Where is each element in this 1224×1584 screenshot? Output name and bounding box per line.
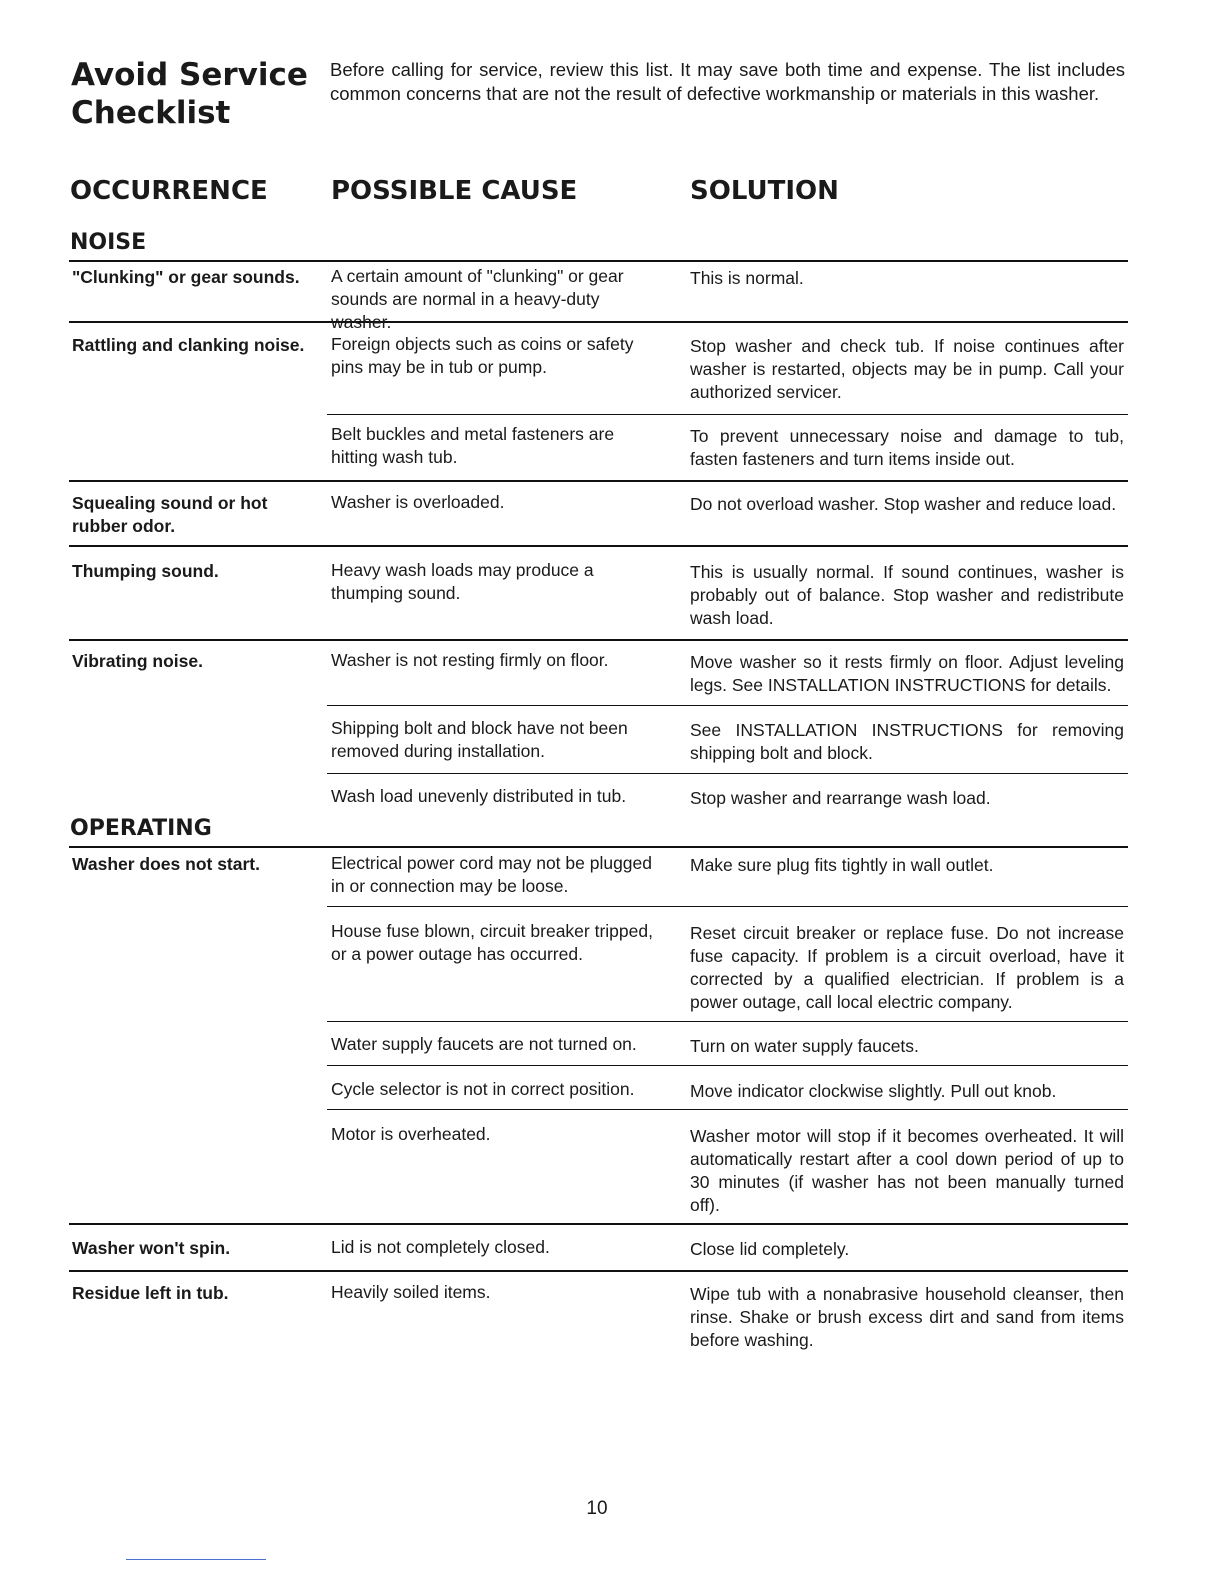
solution-cell: Wipe tub with a nonabrasive household cleanser, then rinse. Shake or brush excess dirt and sand from items before washing. <box>690 1284 1124 1350</box>
solution-cell: Move indicator clockwise slightly. Pull out knob. <box>690 1081 1057 1101</box>
footer-rule <box>126 1559 266 1560</box>
divider <box>327 414 1128 415</box>
cause-cell: A certain amount of "clunking" or gear sounds are normal in a heavy-duty washer. <box>331 266 624 332</box>
cause-cell: Washer is overloaded. <box>331 492 505 512</box>
divider <box>327 705 1128 706</box>
divider <box>69 846 1128 848</box>
solution-cell: Move washer so it rests firmly on floor. Adjust leveling legs. See INSTALLATION INSTRUCTIONS for details. <box>690 652 1124 695</box>
cause-cell: Heavily soiled items. <box>331 1282 491 1302</box>
cause-cell: Foreign objects such as coins or safety pins may be in tub or pump. <box>331 334 634 377</box>
section-heading-noise: NOISE <box>70 230 147 255</box>
occurrence-cell: Squealing sound or hot rubber odor. <box>72 493 268 536</box>
occurrence-cell: Washer won't spin. <box>72 1238 231 1258</box>
divider <box>327 1065 1128 1066</box>
cause-cell: Lid is not completely closed. <box>331 1237 550 1257</box>
cause-cell: Heavy wash loads may produce a thumping sound. <box>331 560 594 603</box>
cause-cell: Belt buckles and metal fasteners are hitting wash tub. <box>331 424 615 467</box>
solution-cell: This is normal. <box>690 268 804 288</box>
occurrence-cell: Vibrating noise. <box>72 651 203 671</box>
divider <box>327 1109 1128 1110</box>
divider <box>69 1223 1128 1225</box>
solution-cell: Stop washer and check tub. If noise continues after washer is restarted, objects may be in pump. Call your authorized servicer. <box>690 336 1124 402</box>
cause-cell: Washer is not resting firmly on floor. <box>331 650 609 670</box>
cause-cell: Electrical power cord may not be plugged in or connection may be loose. <box>331 853 653 896</box>
solution-cell: See INSTALLATION INSTRUCTIONS for removing shipping bolt and block. <box>690 720 1124 763</box>
solution-cell: Reset circuit breaker or replace fuse. Do not increase fuse capacity. If problem is a circuit overload, have it corrected by a qualified electrician. If problem is a power outage, call local electric company. <box>690 923 1124 1012</box>
divider <box>69 480 1128 482</box>
occurrence-cell: "Clunking" or gear sounds. <box>72 267 300 287</box>
solution-cell: Washer motor will stop if it becomes overheated. It will automatically restart after a cool down period of up to 30 minutes (if washer has not been manually turned off). <box>690 1126 1124 1215</box>
divider <box>327 1021 1128 1022</box>
solution-cell: To prevent unnecessary noise and damage to tub, fasten fasteners and turn items inside out. <box>690 426 1124 469</box>
column-header-solution: SOLUTION <box>690 176 839 206</box>
page-number: 10 <box>586 1498 608 1519</box>
page-title: Avoid Service Checklist <box>71 57 308 131</box>
divider <box>327 906 1128 907</box>
intro-paragraph: Before calling for service, review this list. It may save both time and expense. The list includes common concerns that are not the result of defective workmanship or materials in this washer. <box>330 59 1125 104</box>
solution-cell: Turn on water supply faucets. <box>690 1036 919 1056</box>
divider <box>327 773 1128 774</box>
divider <box>69 1270 1128 1272</box>
section-heading-operating: OPERATING <box>70 816 212 841</box>
cause-cell: House fuse blown, circuit breaker tripped, or a power outage has occurred. <box>331 921 653 964</box>
solution-cell: Make sure plug fits tightly in wall outlet. <box>690 855 994 875</box>
divider <box>69 639 1128 641</box>
solution-cell: Stop washer and rearrange wash load. <box>690 788 991 808</box>
cause-cell: Cycle selector is not in correct position. <box>331 1079 635 1099</box>
occurrence-cell: Rattling and clanking noise. <box>72 335 305 355</box>
column-header-occurrence: OCCURRENCE <box>70 176 268 206</box>
cause-cell: Shipping bolt and block have not been removed during installation. <box>331 718 628 761</box>
cause-cell: Water supply faucets are not turned on. <box>331 1034 637 1054</box>
cause-cell: Wash load unevenly distributed in tub. <box>331 786 627 806</box>
column-header-cause: POSSIBLE CAUSE <box>331 176 578 206</box>
occurrence-cell: Washer does not start. <box>72 854 260 874</box>
solution-cell: Close lid completely. <box>690 1239 850 1259</box>
divider <box>69 545 1128 547</box>
occurrence-cell: Residue left in tub. <box>72 1283 229 1303</box>
solution-cell: This is usually normal. If sound continues, washer is probably out of balance. Stop washer and redistribute wash load. <box>690 562 1124 628</box>
cause-cell: Motor is overheated. <box>331 1124 491 1144</box>
divider <box>69 260 1128 262</box>
solution-cell: Do not overload washer. Stop washer and reduce load. <box>690 494 1117 514</box>
occurrence-cell: Thumping sound. <box>72 561 219 581</box>
